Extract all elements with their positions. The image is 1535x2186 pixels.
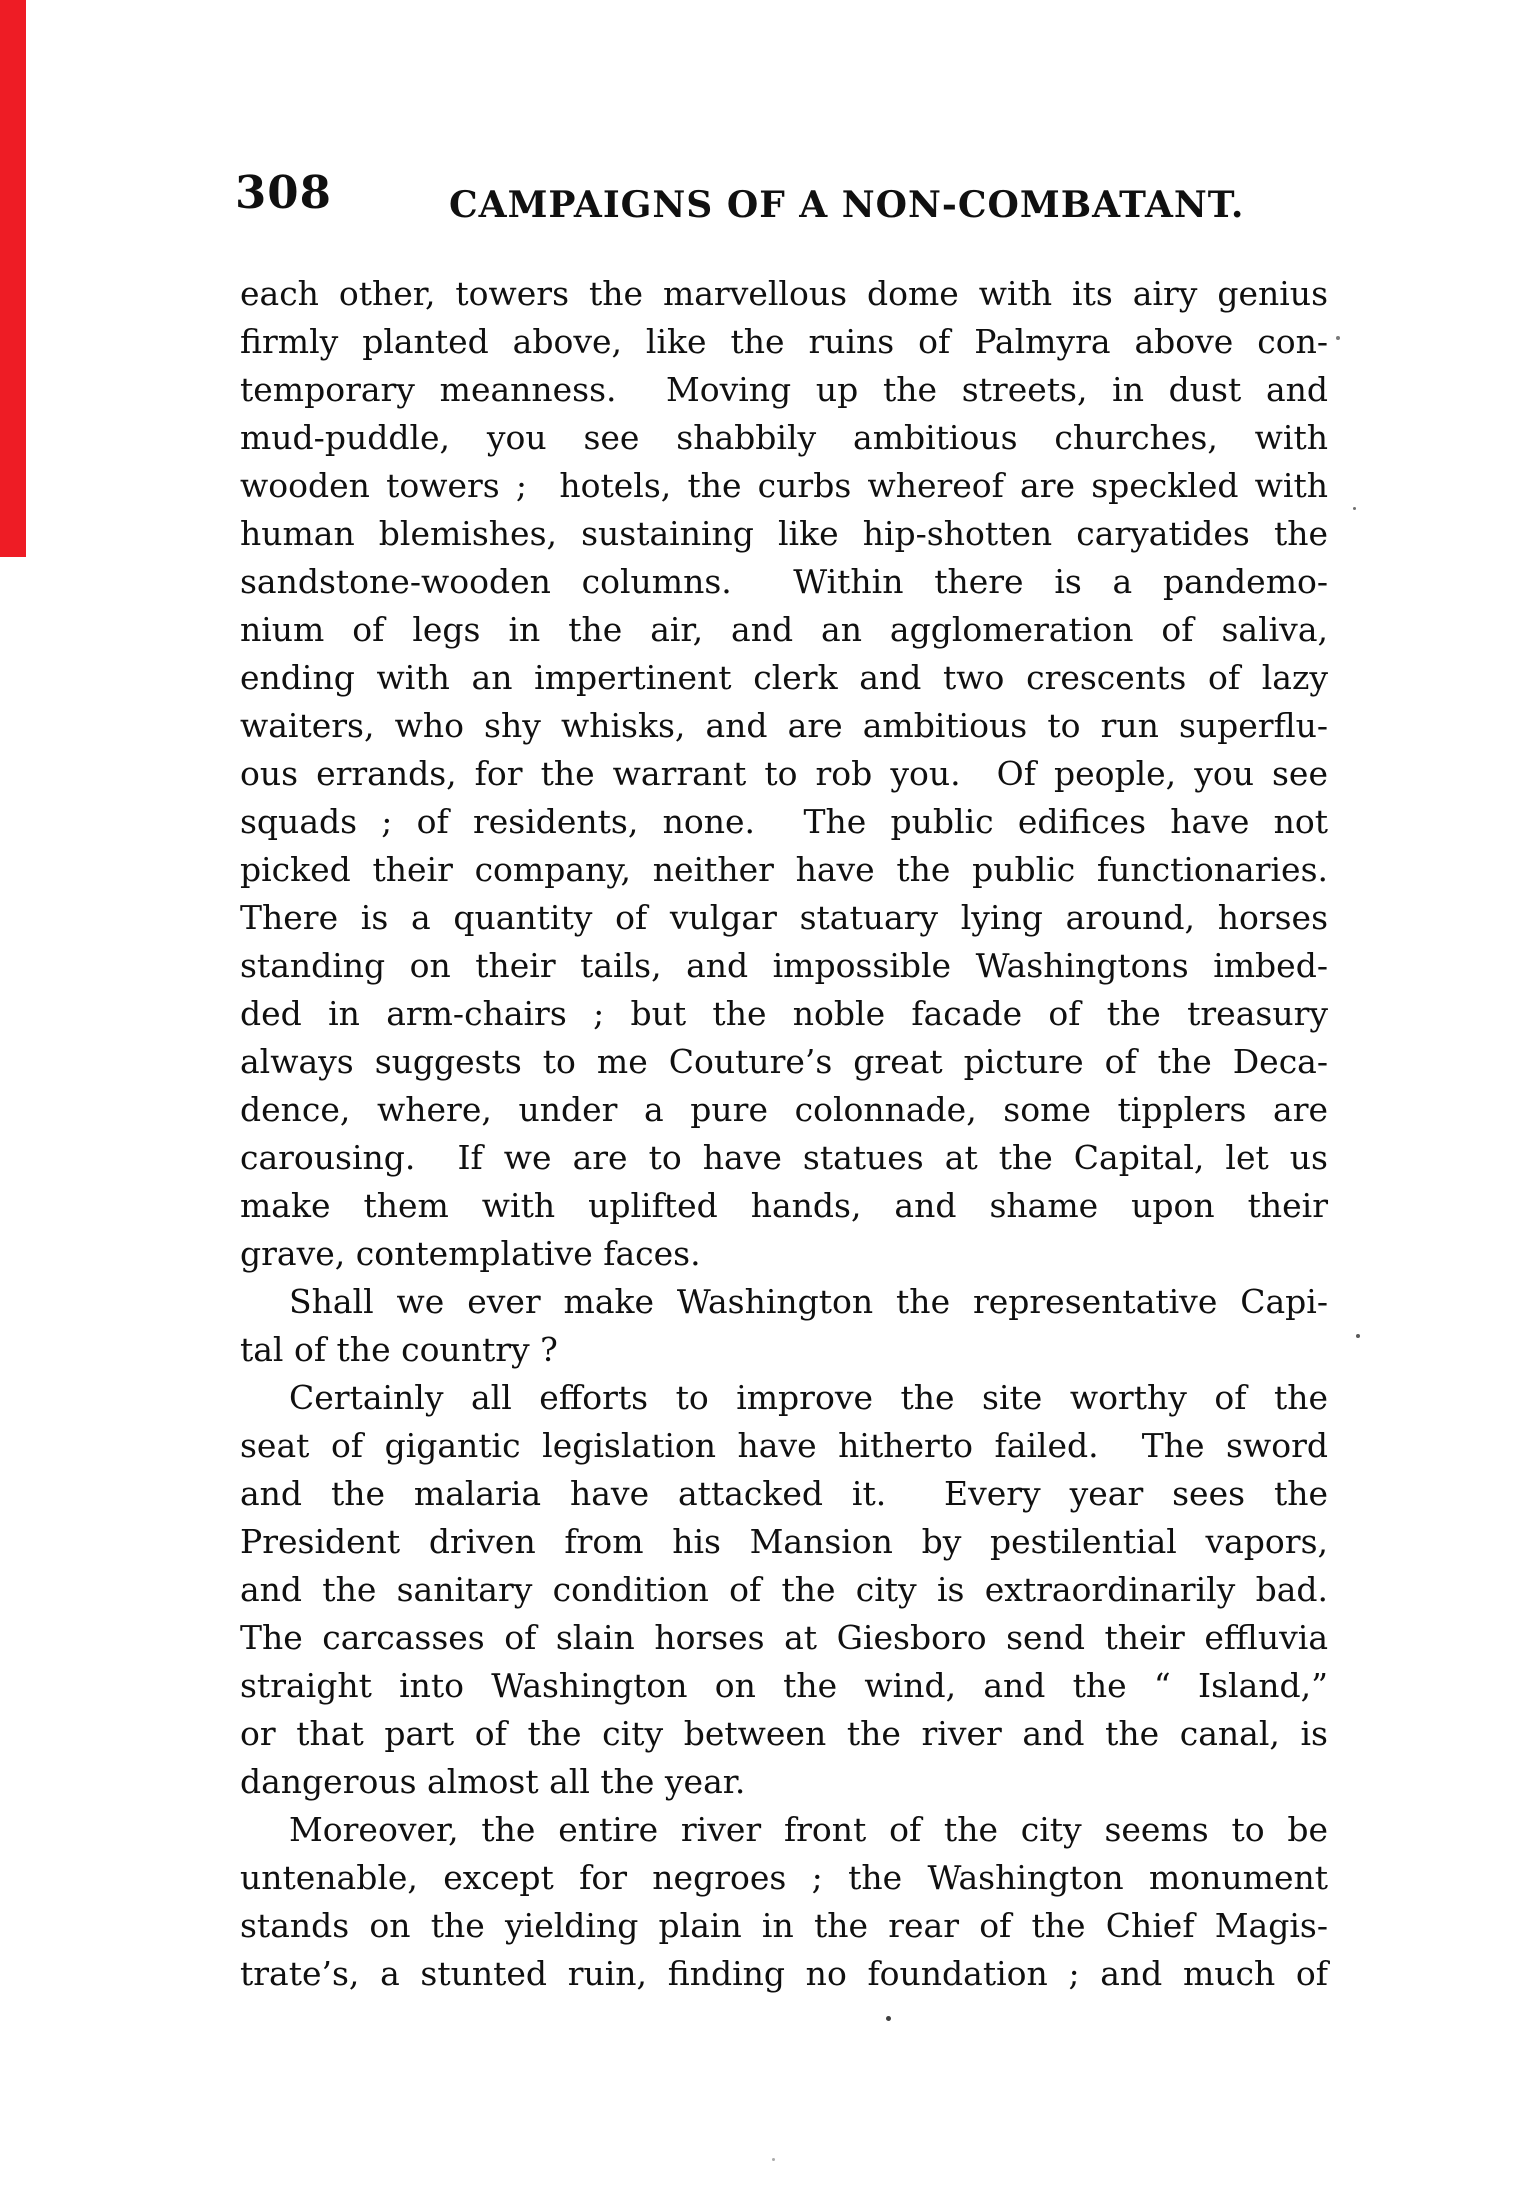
text-line: dangerous almost all the year. xyxy=(240,1762,746,1801)
text-line: President driven from his Mansion by pestilential vapors, xyxy=(240,1522,1328,1561)
ink-speck xyxy=(772,2158,775,2161)
text-line: squads ; of residents, none. The public edifices have not xyxy=(240,802,1328,841)
text-line: nium of legs in the air, and an agglomeration of saliva, xyxy=(240,610,1328,649)
text-line: tal of the country ? xyxy=(240,1330,558,1369)
text-line: Certainly all efforts to improve the site worthy of the xyxy=(289,1378,1328,1417)
ink-speck xyxy=(1353,507,1356,510)
text-line: each other, towers the marvellous dome with its airy genius xyxy=(240,274,1328,313)
text-line: picked their company, neither have the public functionaries. xyxy=(240,850,1328,889)
text-line: ending with an impertinent clerk and two crescents of lazy xyxy=(240,658,1328,697)
text-line: sandstone-wooden columns. Within there is a pandemo- xyxy=(240,562,1328,601)
text-line: straight into Washington on the wind, and the “ Island,” xyxy=(240,1666,1328,1705)
text-line: make them with uplifted hands, and shame upon their xyxy=(240,1186,1328,1225)
ink-speck xyxy=(1356,1334,1360,1338)
text-line: trate’s, a stunted ruin, finding no foundation ; and much of xyxy=(240,1954,1328,1993)
text-line: ded in arm-chairs ; but the noble facade of the treasury xyxy=(240,994,1328,1033)
ink-speck xyxy=(1336,336,1340,340)
text-block xyxy=(240,270,1328,1998)
text-line: carousing. If we are to have statues at the Capital, let us xyxy=(240,1138,1328,1177)
text-line: stands on the yielding plain in the rear of the Chief Magis- xyxy=(240,1906,1328,1945)
text-line: and the sanitary condition of the city is extraordinarily bad. xyxy=(240,1570,1328,1609)
text-line: seat of gigantic legislation have hitherto failed. The sword xyxy=(240,1426,1328,1465)
text-line: There is a quantity of vulgar statuary lying around, horses xyxy=(240,898,1328,937)
text-line: Shall we ever make Washington the representative Capi- xyxy=(289,1282,1328,1321)
text-line: always suggests to me Couture’s great picture of the Deca- xyxy=(240,1042,1328,1081)
text-line: grave, contemplative faces. xyxy=(240,1234,701,1273)
text-line: The carcasses of slain horses at Giesboro send their effluvia xyxy=(240,1618,1328,1657)
page-number: 308 xyxy=(235,166,332,219)
text-line: untenable, except for negroes ; the Washington monument xyxy=(240,1858,1328,1897)
text-line: standing on their tails, and impossible Washingtons imbed- xyxy=(240,946,1328,985)
text-line: or that part of the city between the river and the canal, is xyxy=(240,1714,1328,1753)
text-line: human blemishes, sustaining like hip-shotten caryatides the xyxy=(240,514,1328,553)
text-line: mud-puddle, you see shabbily ambitious churches, with xyxy=(240,418,1328,457)
ink-speck xyxy=(886,2016,891,2021)
running-header-title: CAMPAIGNS OF A NON-COMBATANT. xyxy=(449,184,1245,226)
text-line: temporary meanness. Moving up the streets, in dust and xyxy=(240,370,1328,409)
text-line: and the malaria have attacked it. Every year sees the xyxy=(240,1474,1328,1513)
scan-artifact-red-bar xyxy=(0,0,26,557)
text-line: Moreover, the entire river front of the city seems to be xyxy=(289,1810,1328,1849)
text-line: ous errands, for the warrant to rob you. Of people, you see xyxy=(240,754,1328,793)
text-line: waiters, who shy whisks, and are ambitious to run superflu- xyxy=(240,706,1328,745)
text-line: firmly planted above, like the ruins of Palmyra above con- xyxy=(240,322,1328,361)
text-line: wooden towers ; hotels, the curbs whereof are speckled with xyxy=(240,466,1328,505)
text-line: dence, where, under a pure colonnade, some tipplers are xyxy=(240,1090,1328,1129)
